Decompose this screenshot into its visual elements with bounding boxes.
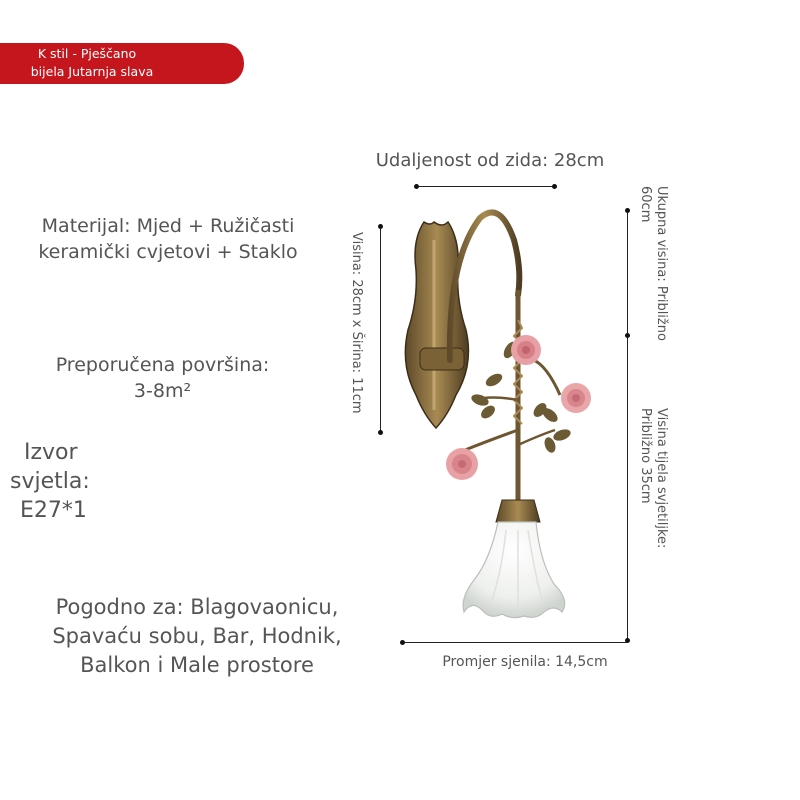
badge-line-1: K stil - Pješčano bbox=[37, 46, 137, 61]
area-spec bbox=[20, 352, 305, 404]
body-height-dot-top bbox=[625, 333, 630, 338]
lamp-socket bbox=[496, 500, 540, 522]
total-height-dot-top bbox=[625, 208, 630, 213]
total-height-line-2: 60cm bbox=[638, 186, 653, 223]
total-height-label bbox=[637, 186, 669, 376]
light-source-line-2: svjetla: bbox=[10, 469, 90, 494]
shade-diameter-dot-left bbox=[400, 640, 405, 645]
material-line-1: Materijal: Mjed + Ružičasti bbox=[41, 215, 295, 237]
wall-distance-dot-left bbox=[414, 184, 419, 189]
body-height-line-1: Visina tijela svjetiljke: bbox=[654, 408, 669, 549]
wall-distance-dot-right bbox=[552, 184, 557, 189]
suitable-line-3: Balkon i Male prostore bbox=[80, 653, 314, 677]
body-height-line-2: Približno 35cm bbox=[638, 408, 653, 504]
wall-lamp-image bbox=[390, 200, 610, 630]
height-width-dot-bottom bbox=[378, 430, 383, 435]
wall-plate bbox=[405, 222, 468, 428]
style-badge bbox=[0, 43, 244, 84]
rose-right bbox=[561, 383, 591, 413]
shade-diameter-label: Promjer sjenila: 14,5cm bbox=[442, 654, 608, 670]
light-source-line-1: Izvor bbox=[24, 440, 78, 465]
area-line-2: 3-8m² bbox=[133, 380, 192, 402]
rose-top bbox=[511, 335, 541, 365]
suitable-line-2: Spavaću sobu, Bar, Hodnik, bbox=[52, 624, 342, 648]
material-line-2: keramički cvjetovi + Staklo bbox=[38, 241, 298, 263]
rose-left bbox=[446, 448, 478, 480]
height-width-dot-top bbox=[378, 224, 383, 229]
light-source-line-3: E27*1 bbox=[20, 498, 87, 523]
height-width-label: Visina: 28cm x Širina: 11cm bbox=[349, 231, 364, 414]
material-spec bbox=[18, 213, 318, 265]
shade-diameter-line bbox=[402, 642, 627, 643]
light-source-spec bbox=[2, 438, 106, 525]
total-height-line-1: Ukupna visina: Približno bbox=[654, 186, 669, 341]
wall-distance-line bbox=[416, 186, 554, 187]
suitable-for-spec bbox=[22, 593, 372, 680]
badge-line-2: bijela Jutarnja slava bbox=[30, 64, 154, 79]
glass-shade bbox=[463, 522, 565, 618]
suitable-line-1: Pogodno za: Blagovaonicu, bbox=[55, 595, 339, 619]
body-height-label bbox=[637, 408, 669, 578]
height-width-line bbox=[380, 226, 381, 432]
wall-distance-label: Udaljenost od zida: 28cm bbox=[375, 150, 605, 171]
total-height-line bbox=[627, 210, 628, 640]
area-line-1: Preporučena površina: bbox=[55, 354, 270, 376]
